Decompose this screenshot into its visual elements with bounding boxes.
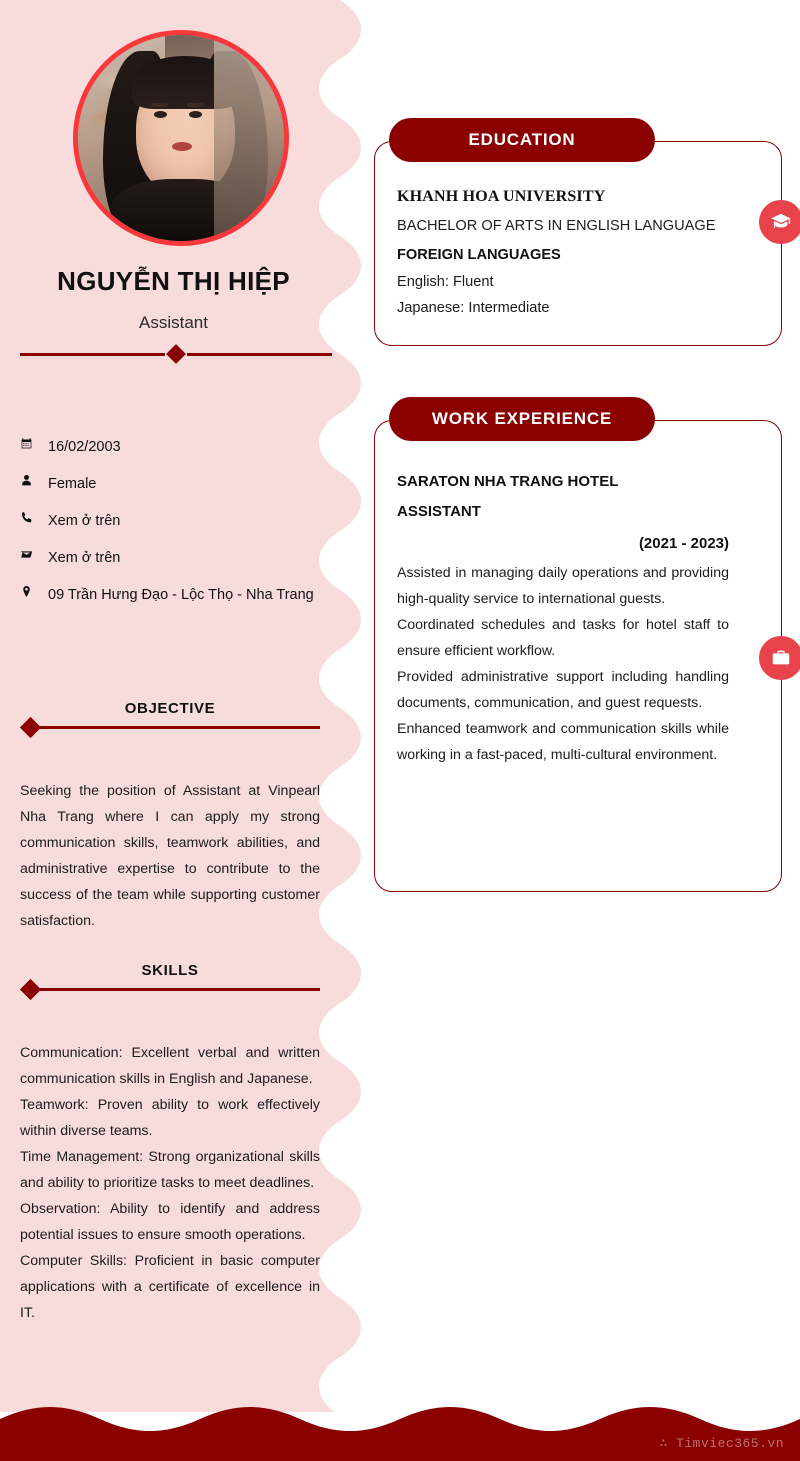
watermark: ∴ Timviec365.vn [659, 1436, 784, 1451]
objective-rule [30, 726, 320, 729]
skills-body [20, 1040, 320, 1326]
lips [172, 142, 192, 151]
candidate-name: NGUYỄN THỊ HIỆP [57, 266, 290, 296]
skills-header [20, 962, 320, 998]
work-bullet: Provided administrative support including handling documents, communication, and guest requests. [397, 669, 729, 711]
education-card [374, 130, 782, 346]
work-role: ASSISTANT [397, 503, 481, 520]
name-divider [20, 347, 332, 361]
contact-value: Xem ở trên [48, 550, 121, 566]
section-skills [20, 962, 320, 1326]
contact-list [20, 436, 330, 621]
foreign-languages-heading: FOREIGN LANGUAGES [397, 247, 561, 263]
skill-item: Time Management: Strong organizational skills and ability to prioritize tasks to meet deadlines. [20, 1149, 320, 1191]
divider-rule-right [187, 353, 332, 356]
contact-item-birthdate [20, 436, 330, 459]
diamond-icon [20, 717, 41, 738]
calendar-icon [20, 436, 48, 456]
divider-diamond-icon [166, 344, 186, 364]
contact-item-gender [20, 473, 330, 496]
candidate-job-title: Assistant [139, 313, 208, 332]
language-item: English: Fluent [397, 274, 494, 290]
work-company: SARATON NHA TRANG HOTEL [397, 473, 619, 490]
diamond-icon [20, 979, 41, 1000]
section-objective [20, 700, 320, 934]
work-bullet: Coordinated schedules and tasks for hotel staff to ensure efficient workflow. [397, 617, 729, 659]
shoulders [111, 179, 255, 246]
avatar-image [78, 35, 284, 241]
briefcase-icon [759, 636, 800, 680]
contact-item-phone [20, 510, 330, 533]
work-period: (2021 - 2023) [638, 535, 729, 552]
skills-rule [30, 988, 320, 991]
skill-item: Teamwork: Proven ability to work effectively within diverse teams. [20, 1097, 320, 1139]
contact-value: Female [48, 476, 97, 492]
contact-value: Xem ở trên [48, 513, 121, 529]
objective-text: Seeking the position of Assistant at Vinpearl Nha Trang where I can apply my strong communication skills, teamwork abilities, and administrative expertise to contribute to the success of the team while supporting customer satisfaction. [20, 783, 320, 929]
contact-value: 09 Trần Hưng Đạo - Lộc Thọ - Nha Trang [48, 587, 314, 603]
brow-left [151, 103, 168, 107]
contact-value: 16/02/2003 [48, 439, 121, 455]
email-icon [20, 547, 48, 567]
location-icon [20, 584, 48, 604]
skill-item: Communication: Excellent verbal and written communication skills in English and Japanese. [20, 1045, 320, 1087]
education-body [397, 188, 729, 321]
gender-icon [20, 473, 48, 493]
language-item: Japanese: Intermediate [397, 300, 550, 316]
avatar [73, 30, 289, 246]
work-bullet: Assisted in managing daily operations and providing high-quality service to international guests. [397, 565, 729, 607]
skills-title: SKILLS [141, 962, 199, 979]
skill-item: Observation: Ability to identify and address potential issues to ensure smooth operations. [20, 1201, 320, 1243]
work-experience-card [374, 409, 782, 892]
contact-item-address [20, 584, 330, 607]
objective-header [20, 700, 320, 736]
work-bullet: Enhanced teamwork and communication skills while working in a fast-paced, multi-cultural environment. [397, 721, 729, 763]
divider-rule-left [20, 353, 165, 356]
hair-top [132, 56, 239, 110]
skill-item: Computer Skills: Proficient in basic computer applications with a certificate of excellence in IT. [20, 1253, 320, 1321]
sidebar-content [0, 0, 340, 1412]
education-title-pill: EDUCATION [389, 118, 655, 162]
work-experience-body [397, 467, 729, 768]
objective-title: OBJECTIVE [124, 700, 216, 717]
objective-body [20, 778, 320, 934]
work-experience-title-pill: WORK EXPERIENCE [389, 397, 655, 441]
brow-right [187, 103, 204, 107]
graduation-cap-icon [759, 200, 800, 244]
work-bullets [397, 560, 729, 768]
hair-right [206, 51, 268, 232]
phone-icon [20, 510, 48, 530]
education-degree: BACHELOR OF ARTS IN ENGLISH LANGUAGE [397, 218, 716, 234]
contact-item-email [20, 547, 330, 570]
education-school: KHANH HOA UNIVERSITY [397, 188, 606, 205]
